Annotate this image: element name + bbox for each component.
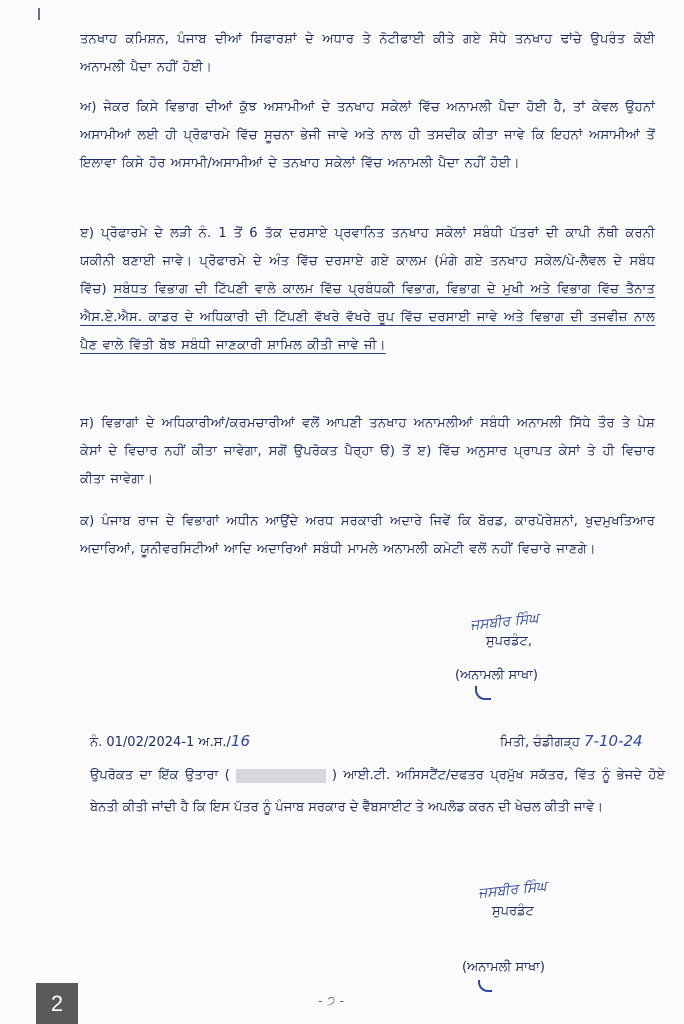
paragraph-e-text: ੲ) ਪ੍ਰੋਫਾਰਮੇ ਦੇ ਲੜੀ ਨੰ. 1 ਤੋਂ 6 ਤੱਕ ਦਰਸਾਏ ਪ੍ਰਵਾਨਿਤ ਤਨਖਾਹ ਸਕੇਲਾਂ ਸਬੰਧੀ ਪੱਤਰਾਂ ਦੀ ਕਾਪੀ ਨੱਥੀ ਕਰਨੀ ਯਕੀਨੀ ਬਣਾਈ ਜਾਵੇ। ਪ੍ਰੋਫਾਰਮੇ ਦੇ ਅੰਤ ਵਿੱਚ ਦਰਸਾਏ ਗਏ ਕਾਲਮ (ਮੰਗੇ ਗਏ ਤਨਖਾਹ ਸਕੇਲ/ਪੇ-ਲੈਵਲ ਦੇ ਸਬੰਧ ਵਿੱਚ) (80, 226, 655, 297)
signature-handwritten-2: ਜਸਬੀਰ ਸਿੰਘ (477, 878, 548, 902)
reference-number-text: ਨੰ. 01/02/2024-1 ਅ.ਸ./ (90, 735, 231, 750)
paragraph-k: ਕ) ਪੰਜਾਬ ਰਾਜ ਦੇ ਵਿਭਾਗਾਂ ਅਧੀਨ ਆਉਂਦੇ ਅਰਧ ਸਰਕਾਰੀ ਅਦਾਰੇ ਜਿਵੇਂ ਕਿ ਬੋਰਡ, ਕਾਰਪੋਰੇਸ਼ਨਾਂ, ਖੁਦਮੁਖਤਿਆਰ ਅਦਾਰਿਆਂ, ਯੂਨੀਵਰਸਿਟੀਆਂ ਆਦਿ ਅਦਾਰਿਆਂ ਸਬੰਧੀ ਮਾਮਲੇ ਅਨਾਮਲੀ ਕਮੇਟੀ ਵਲੋਂ ਨਹੀਂ ਵਿਚਾਰੇ ਜਾਣਗੇ। (80, 514, 655, 557)
page-number-badge: 2 (36, 983, 78, 1024)
initial-mark-1 (475, 686, 491, 700)
copy-text-a: ਉਪਰੋਕਤ ਦਾ ਇੱਕ ਉਤਾਰਾ ( (90, 768, 230, 783)
signature-handwritten-1: ਜਸਬੀਰ ਸਿੰਘ (469, 610, 540, 634)
copy-forward-paragraph (90, 760, 665, 824)
paragraph-e (80, 220, 655, 360)
signatory-title-2: ਸੁਪਰਡੰਟ (492, 904, 534, 919)
copy-text-b: ) ਆਈ.ਟੀ. ਅਸਿਸਟੈਂਟ/ਦਫਤਰ ਪ੍ਰਮੁੱਖ ਸਕੱਤਰ, ਵਿੱਤ ਨੂੰ ਭੇਜਦੇ ਹੋਏ ਬੇਨਤੀ ਕੀਤੀ ਜਾਂਦੀ ਹੈ ਕਿ ਇਸ ਪੱਤਰ ਨੂੰ ਪੰਜਾਬ ਸਰਕਾਰ ਦੇ ਵੈੱਬਸਾਈਟ ਤੇ ਅਪਲੋਡ ਕਰਨ ਦੀ ਖੇਚਲ ਕੀਤੀ ਜਾਵੇ। (90, 768, 665, 815)
signatory-title-1: ਸੁਪਰਡੰਟ, (486, 634, 533, 649)
initial-mark-2 (478, 980, 492, 992)
reference-date (500, 732, 643, 750)
page-footer-number: - ੭ - (318, 994, 345, 1009)
date-handwritten: 7-10-24 (584, 732, 643, 750)
margin-mark (38, 8, 40, 20)
signatory-dept-1: (ਅਨਾਮਲੀ ਸਾਖਾ) (455, 668, 538, 683)
reference-handwritten: 16 (230, 732, 250, 750)
paragraph-e-underlined: ਸਬੰਧਤ ਵਿਭਾਗ ਦੀ ਟਿੱਪਣੀ ਵਾਲੇ ਕਾਲਮ ਵਿੱਚ ਪ੍ਰਬੰਧਕੀ ਵਿਭਾਗ, ਵਿਭਾਗ ਦੇ ਮੁਖੀ ਅਤੇ ਵਿਭਾਗ ਵਿੱਚ ਤੈਨਾਤ ਐਸ.ਏ.ਐਸ. ਕਾਡਰ ਦੇ ਅਧਿਕਾਰੀ ਦੀ ਟਿੱਪਣੀ ਵੱਖਰੇ ਵੱਖਰੇ ਰੂਪ ਵਿੱਚ ਦਰਸਾਈ ਜਾਵੇ ਅਤੇ ਵਿਭਾਗ ਦੀ ਤਜਵੀਜ਼ ਨਾਲ ਪੈਣ ਵਾਲੇ ਵਿੱਤੀ ਬੋਝ ਸਬੰਧੀ ਜਾਣਕਾਰੀ ਸ਼ਾਮਿਲ ਕੀਤੀ ਜਾਵੇ ਜੀ। (80, 282, 655, 353)
signatory-dept-2: (ਅਨਾਮਲੀ ਸਾਖਾ) (462, 960, 545, 975)
paragraph-s: ਸ) ਵਿਭਾਗਾਂ ਦੇ ਅਧਿਕਾਰੀਆਂ/ਕਰਮਚਾਰੀਆਂ ਵਲੋਂ ਆਪਣੀ ਤਨਖਾਹ ਅਨਾਮਲੀਆਂ ਸਬੰਧੀ ਅਨਾਮਲੀ ਸਿੱਧੇ ਤੌਰ ਤੇ ਪੇਸ਼ ਕੇਸਾਂ ਦੇ ਵਿਚਾਰ ਨਹੀਂ ਕੀਤਾ ਜਾਵੇਗਾ, ਸਗੋਂ ਉਪਰੋਕਤ ਪੈਰ੍ਹਾ ੳ) ਤੋਂ ੲ) ਵਿੱਚ ਅਨੁਸਾਰ ਪ੍ਰਾਪਤ ਕੇਸਾਂ ਤੇ ਹੀ ਵਿਚਾਰ ਕੀਤਾ ਜਾਵੇਗਾ। (80, 416, 655, 487)
reference-number (90, 732, 250, 750)
date-label: ਮਿਤੀ, ਚੰਡੀਗੜ੍ਹ (500, 735, 580, 750)
redacted-name (236, 769, 326, 783)
paragraph-intro: ਤਨਖਾਹ ਕਮਿਸ਼ਨ, ਪੰਜਾਬ ਦੀਆਂ ਸਿਫਾਰਸ਼ਾਂ ਦੇ ਅਧਾਰ ਤੇ ਨੋਟੀਫਾਈ ਕੀਤੇ ਗਏ ਸੋਧੇ ਤਨਖਾਹ ਢਾਂਚੇ ਉਪਰੰਤ ਕੋਈ ਅਨਾਮਲੀ ਪੈਦਾ ਨਹੀਂ ਹੋਈ। (80, 32, 655, 75)
paragraph-a: ਅ) ਜੇਕਰ ਕਿਸੇ ਵਿਭਾਗ ਦੀਆਂ ਕੁੱਝ ਅਸਾਮੀਆਂ ਦੇ ਤਨਖਾਹ ਸਕੇਲਾਂ ਵਿੱਚ ਅਨਾਮਲੀ ਪੈਦਾ ਹੋਈ ਹੈ, ਤਾਂ ਕੇਵਲ ਉਹਨਾਂ ਅਸਾਮੀਆਂ ਲਈ ਹੀ ਪ੍ਰੋਫਾਰਮੇ ਵਿੱਚ ਸੂਚਨਾ ਭੇਜੀ ਜਾਵੇ ਅਤੇ ਨਾਲ ਹੀ ਤਸਦੀਕ ਕੀਤਾ ਜਾਵੇ ਕਿ ਇਹਨਾਂ ਅਸਾਮੀਆਂ ਤੋਂ ਇਲਾਵਾ ਕਿਸੇ ਹੋਰ ਅਸਾਮੀ/ਅਸਾਮੀਆਂ ਦੇ ਤਨਖਾਹ ਸਕੇਲਾਂ ਵਿੱਚ ਅਨਾਮਲੀ ਪੈਦਾ ਨਹੀਂ ਹੋਈ। (80, 100, 655, 171)
